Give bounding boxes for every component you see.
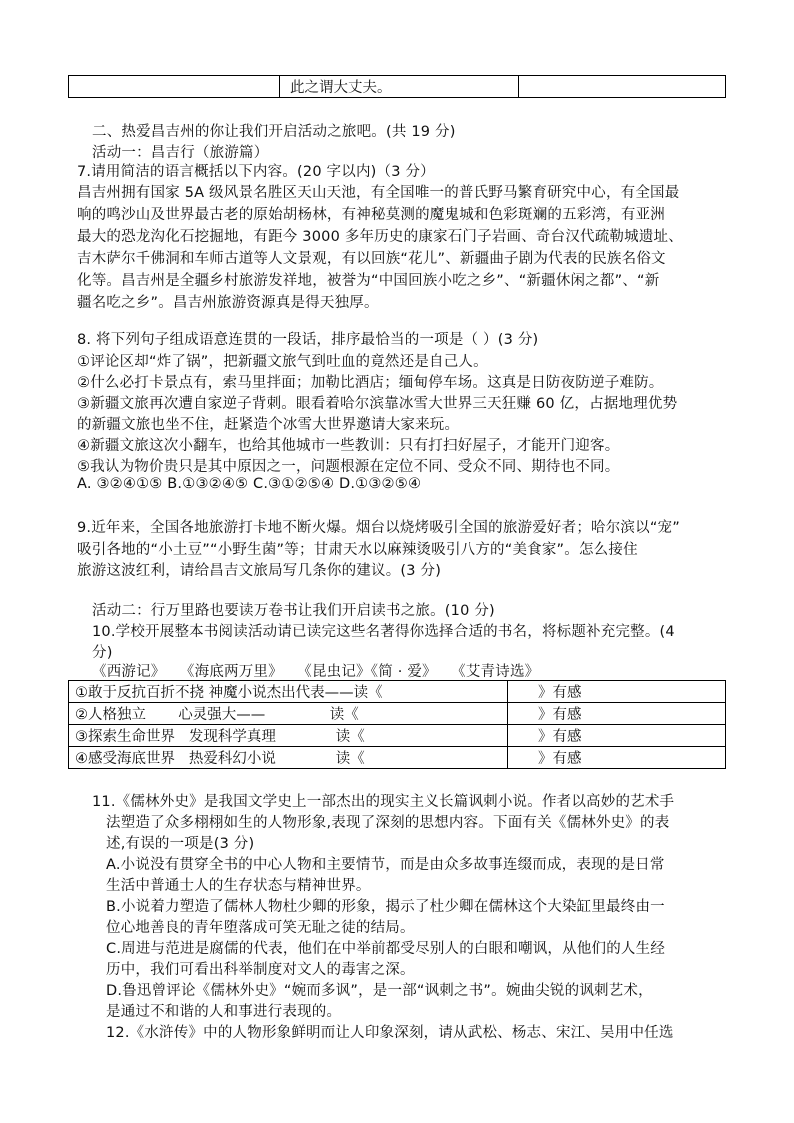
book-row-label: ①敢于反抗百折不挠 神魔小说杰出代表——读《 bbox=[69, 681, 508, 703]
book-row-suffix[interactable]: 》有感 bbox=[508, 725, 726, 747]
q11-line: 11.《儒林外史》是我国文学史上一部杰出的现实主义长篇讽刺小说。作者以高妙的艺术手 bbox=[92, 794, 675, 810]
q8-sentence: ④新疆文旅这次小翻车，也给其他城市一些教训：只有打扫好屋子，才能开门迎客。 bbox=[77, 438, 620, 454]
book-row-label: ③探索生命世界 发现科学真理 读《 bbox=[69, 725, 508, 747]
q12-line: 12.《水浒传》中的人物形象鲜明而让人印象深刻，请从武松、杨志、宋江、吴用中任选 bbox=[106, 1025, 674, 1041]
q8-sentence: ③新疆文旅再次遭自家逆子背刺。眼看着哈尔滨靠冰雪大世界三天狂赚 60 亿，占据地理优势 bbox=[77, 396, 678, 412]
q8-question: 8. 将下列句子组成语意连贯的一段话，排序最恰当的一项是（ ）(3 分) bbox=[77, 332, 539, 348]
q11-option-a: A.小说没有贯穿全书的中心人物和主要情节，而是由众多故事连缀而成，表现的是日常 bbox=[106, 857, 665, 873]
q7-line: 化等。昌吉州是全疆乡村旅游发祥地，被誉为“中国回族小吃之乡”、“新疆休闲之都”、“新 bbox=[77, 273, 660, 289]
table-row bbox=[69, 725, 726, 747]
table-row bbox=[69, 703, 726, 725]
q9-line: 吸引各地的“小土豆”“小野生菌”等；甘肃天水以麻辣烫吸引八方的“美食家”。怎么接住 bbox=[77, 542, 638, 558]
q11-option-d-cont: 是通过不和谐的人和事进行表现的。 bbox=[106, 1004, 342, 1020]
q9-line: 9.近年来，全国各地旅游打卡地不断火爆。烟台以烧烤吸引全国的旅游爱好者；哈尔滨以“宠” bbox=[77, 520, 680, 536]
q10-line: 分) bbox=[92, 645, 113, 661]
q10-line: 10.学校开展整本书阅读活动请已读完这些名著得你选择合适的书名，将标题补充完整。(4 bbox=[92, 624, 675, 640]
q11-line: 述,有误的一项是(3 分) bbox=[106, 836, 255, 852]
book-row-suffix[interactable]: 》有感 bbox=[508, 747, 726, 769]
q7-line: 疆名吃之乡”。昌吉州旅游资源真是得天独厚。 bbox=[77, 295, 379, 311]
q11-option-c-cont: 历中，我们可看出科举制度对文人的毒害之深。 bbox=[106, 962, 415, 978]
q8-sentence: 的新疆文旅也坐不住，赶紧造个冰雪大世界邀请大家来玩。 bbox=[77, 417, 460, 433]
q11-line: 法塑造了众多栩栩如生的人物形象,表现了深刻的思想内容。下面有关《儒林外史》的表 bbox=[106, 815, 670, 831]
book-row-label: ②人格独立 心灵强大—— 读《 bbox=[69, 703, 508, 725]
top-table-cell-empty-left bbox=[69, 76, 280, 98]
q9-line: 旅游这波红利，请给昌吉文旅局写几条你的建议。(3 分) bbox=[77, 563, 442, 579]
q11-option-d: D.鲁迅曾评论《儒林外史》“婉而多讽”，是一部“讽刺之书”。婉曲尖锐的讽刺艺术， bbox=[106, 983, 653, 999]
q8-sentence: ①评论区却“炸了锅”，把新疆文旅气到吐血的竟然还是自己人。 bbox=[77, 354, 488, 370]
q8-options: A. ③②④①⑤ B.①③②④⑤ C.③①②⑤④ D.①③②⑤④ bbox=[77, 476, 422, 492]
book-table bbox=[68, 680, 726, 769]
q7-line: 昌吉州拥有国家 5A 级风景名胜区天山天池，有全国唯一的普氏野马繁育研究中心，有全国最 bbox=[77, 185, 680, 201]
activity2-heading: 活动二：行万里路也要读万卷书让我们开启读书之旅。(10 分) bbox=[92, 603, 495, 619]
top-table-cell-empty-right bbox=[519, 76, 726, 98]
q7-line: 响的鸣沙山及世界最古老的原始胡杨林，有神秘莫测的魔鬼城和色彩斑斓的五彩湾，有亚洲 bbox=[77, 207, 665, 223]
q8-sentence: ⑤我认为物价贵只是其中原因之一，问题根源在定位不同、受众不同、期待也不同。 bbox=[77, 459, 620, 475]
q7-line: 最大的恐龙沟化石挖掘地，有距今 3000 多年历史的康家石门子岩画、奇台汉代疏勒城遗址、 bbox=[77, 229, 683, 245]
q8-sentence: ②什么必打卡景点有，索马里拌面；加勒比酒店；缅甸停车场。这真是日防夜防逆子难防。 bbox=[77, 375, 664, 391]
q11-option-a-cont: 生活中普通士人的生存状态与精神世界。 bbox=[106, 878, 371, 894]
table-row bbox=[69, 747, 726, 769]
q10-book-list: 《西游记》 《海底两万里》 《昆虫记》《简 · 爱》 《艾青诗选》 bbox=[92, 664, 540, 680]
book-row-label: ④感受海底世界 热爱科幻小说 读《 bbox=[69, 747, 508, 769]
book-row-suffix[interactable]: 》有感 bbox=[508, 703, 726, 725]
q11-option-b: B.小说着力塑造了儒林人物杜少卿的形象，揭示了杜少卿在儒林这个大染缸里最终由一 bbox=[106, 899, 665, 915]
top-table bbox=[68, 75, 726, 98]
table-row bbox=[69, 681, 726, 703]
q7-question: 7.请用简洁的语言概括以下内容。(20 字以内)（3 分） bbox=[77, 164, 435, 180]
q11-option-c: C.周进与范进是腐儒的代表，他们在中举前都受尽别人的白眼和嘲讽，从他们的人生经 bbox=[106, 941, 666, 957]
book-row-suffix[interactable]: 》有感 bbox=[508, 681, 726, 703]
q11-option-b-cont: 位心地善良的青年堕落成可笑无耻之徒的结局。 bbox=[106, 920, 415, 936]
activity1-heading: 活动一：昌吉行（旅游篇） bbox=[92, 145, 269, 161]
q7-line: 吉木萨尔千佛洞和车师古道等人文景观，有以回族“花儿”、新疆曲子剧为代表的民族名俗文 bbox=[77, 251, 666, 267]
top-table-cell-text: 此之谓大丈夫。 bbox=[280, 76, 519, 98]
section-title: 二、热爱昌吉州的你让我们开启活动之旅吧。(共 19 分) bbox=[92, 124, 456, 140]
